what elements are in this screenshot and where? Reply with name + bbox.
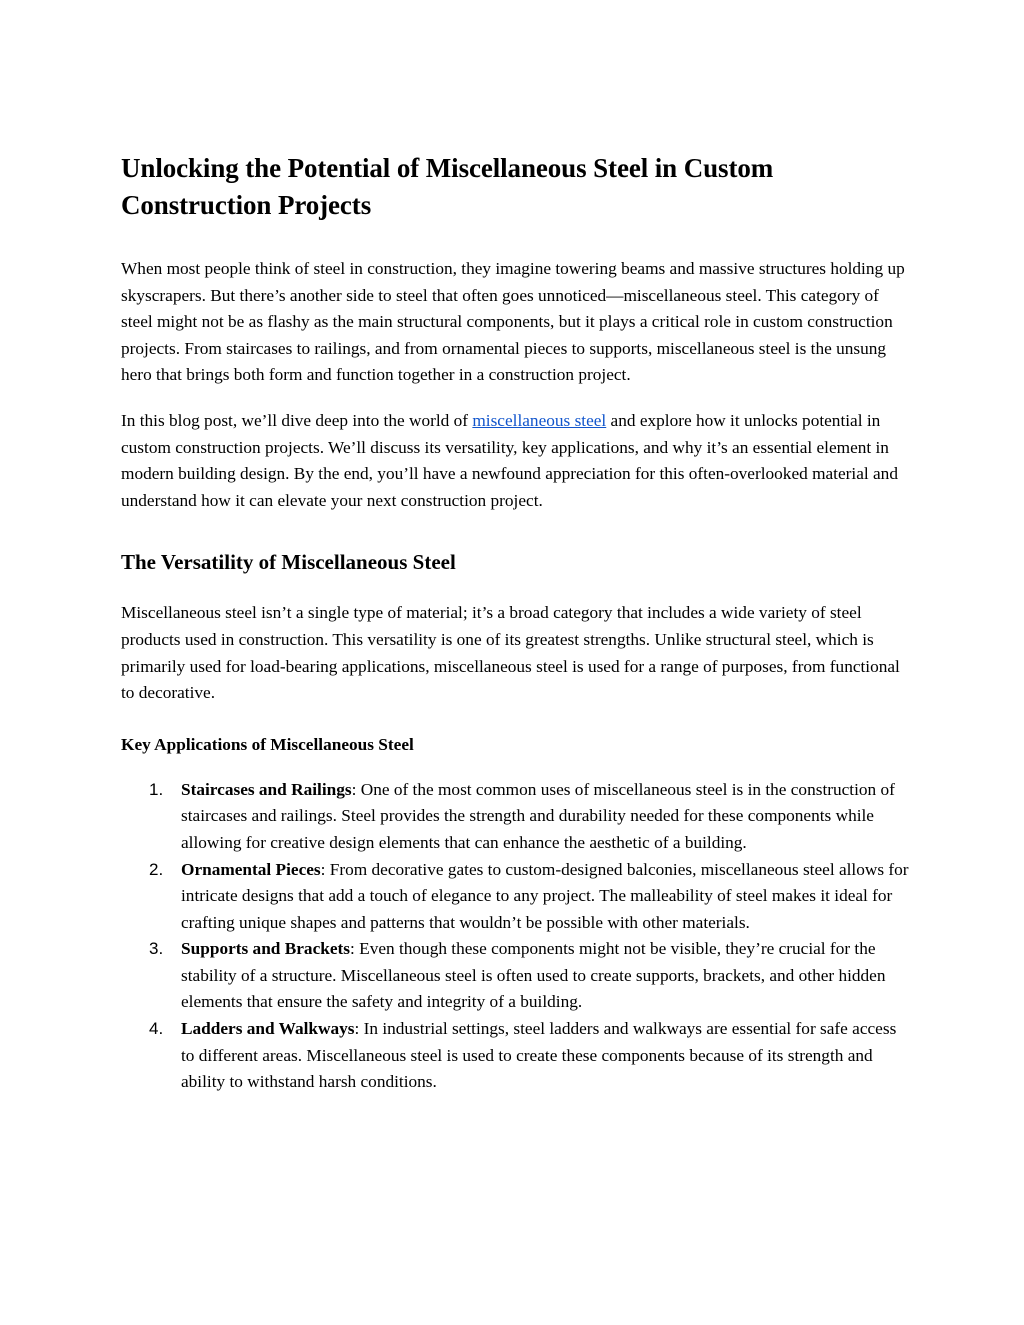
list-item-text: : From decorative gates to custom-designed balconies, miscellaneous steel allows for intricate designs that add a touch of elegance to any project. The malleability of steel makes it ideal for crafting unique shapes and patterns that wouldn’t be possible with other materials. xyxy=(181,859,909,932)
intro-paragraph-2 xyxy=(121,408,911,514)
list-item-term: Supports and Brackets xyxy=(181,939,351,959)
document-page xyxy=(121,150,911,1096)
list-item-text: : One of the most common uses of miscellaneous steel is in the construction of staircases and railings. Steel provides the strength and durability needed for these components while allowing for creative design elements that can enhance the aesthetic of a building. xyxy=(181,779,895,852)
document-title: Unlocking the Potential of Miscellaneous Steel in Custom Construction Projects xyxy=(121,153,774,220)
intro-paragraph-1: When most people think of steel in construction, they imagine towering beams and massive structures holding up skyscrapers. But there’s another side to steel that often goes unnoticed—miscellaneous steel. This category of steel might not be as flashy as the main structural components, but it plays a critical role in custom construction projects. From staircases to railings, and from ornamental pieces to supports, miscellaneous steel is the unsung hero that brings both form and function together in a construction project. xyxy=(121,259,905,385)
list-item xyxy=(121,1016,911,1096)
list-item-term: Ladders and Walkways xyxy=(181,1019,355,1039)
list-item-text: : In industrial settings, steel ladders and walkways are essential for safe access to different areas. Miscellaneous steel is used to create these components because of its strength and ability to withstand harsh conditions. xyxy=(181,1019,897,1092)
list-item-number: 1. xyxy=(149,779,164,799)
miscellaneous-steel-link[interactable]: miscellaneous steel xyxy=(472,410,607,430)
section-heading-versatility: The Versatility of Miscellaneous Steel xyxy=(121,550,456,575)
list-item-number: 2. xyxy=(149,859,164,879)
intro-2-text-after: and explore how it unlocks potential in custom construction projects. We’ll discuss its versatility, key applications, and why it’s an essential element in modern building design. By the end, you’ll have a newfound appreciation for this often-overlooked material and understand how it can elevate your next construction project. xyxy=(121,410,898,510)
list-item-term: Ornamental Pieces xyxy=(181,859,321,879)
list-item xyxy=(121,777,911,857)
list-item-text: : Even though these components might not be visible, they’re crucial for the stability of a structure. Miscellaneous steel is often used to create supports, brackets, and other hidden elements that ensure the safety and integrity of a building. xyxy=(181,939,886,1012)
intro-2-text-before: In this blog post, we’ll dive deep into the world of xyxy=(121,410,473,430)
list-item-number: 4. xyxy=(149,1019,164,1039)
list-item xyxy=(121,936,911,1016)
subsection-heading-key-applications: Key Applications of Miscellaneous Steel xyxy=(121,734,414,754)
key-applications-list xyxy=(121,777,911,1096)
list-item-number: 3. xyxy=(149,939,164,959)
list-item xyxy=(121,857,911,937)
list-item-term: Staircases and Railings xyxy=(181,779,352,799)
versatility-paragraph: Miscellaneous steel isn’t a single type of material; it’s a broad category that includes a wide variety of steel products used in construction. This versatility is one of its greatest strengths. Unlike structural steel, which is primarily used for load-bearing applications, miscellaneous steel is used for a range of purposes, from functional to decorative. xyxy=(121,603,900,703)
